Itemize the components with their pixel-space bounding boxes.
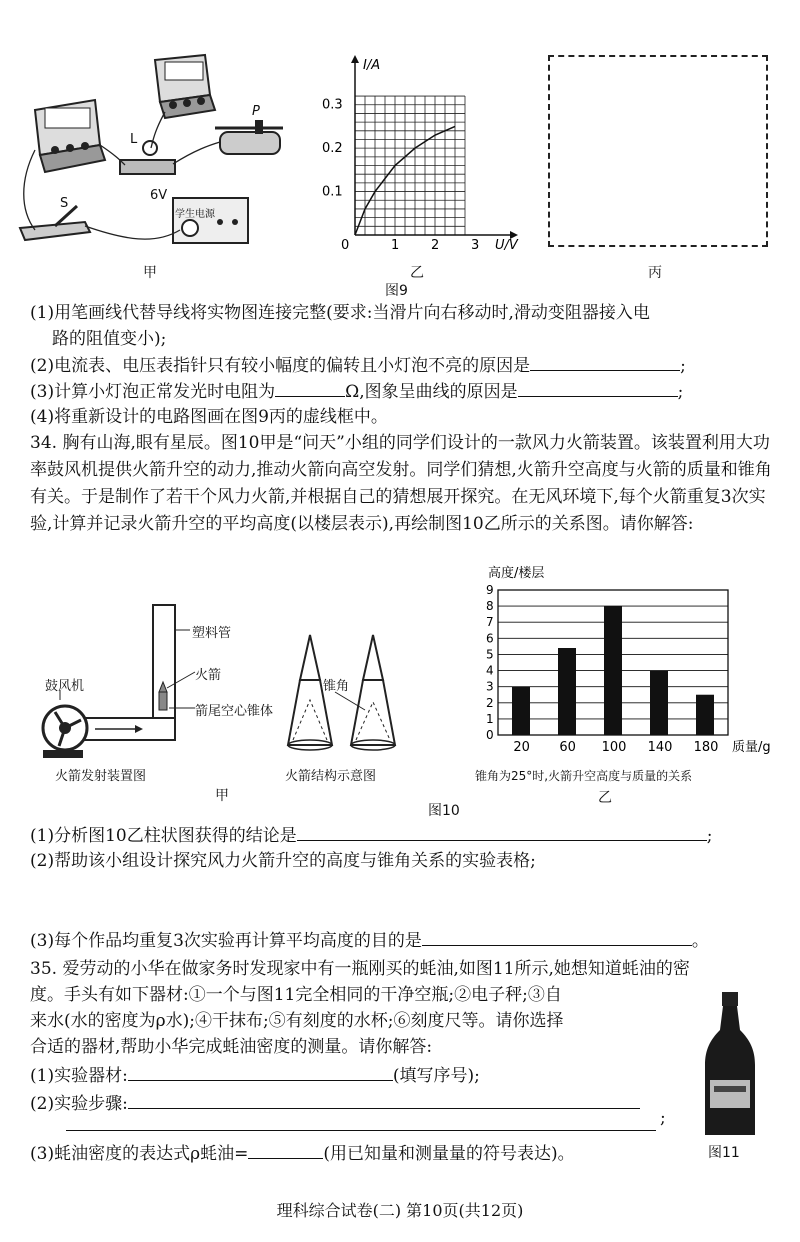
x-tick-label: 0	[341, 238, 350, 253]
fig10-yi-label: 乙	[598, 790, 612, 806]
iu-graph	[320, 55, 520, 255]
q35-part1: (1)实验器材: (填写序号);	[30, 1062, 480, 1089]
answer-blank[interactable]	[248, 1140, 323, 1159]
answer-blank[interactable]	[128, 1062, 393, 1081]
bar	[650, 671, 668, 735]
fig11-caption: 图11	[708, 1145, 740, 1161]
fig9-caption: 图9	[385, 283, 408, 299]
answer-blank[interactable]	[297, 822, 707, 841]
y-tick-label: 1	[486, 711, 494, 726]
circuit-apparatus-figure	[15, 50, 285, 260]
q34-part2: (2)帮助该小组设计探究风力火箭升空的高度与锥角关系的实验表格;	[30, 851, 536, 871]
oyster-sauce-bottle-image	[690, 990, 770, 1140]
q34-part3: (3)每个作品均重复3次实验再计算平均高度的目的是 。	[30, 927, 709, 954]
y-tick-label: 0.1	[322, 184, 343, 200]
q35-intro-line3: 来水(水的密度为ρ水);④干抹布;⑤有刻度的水杯;⑥刻度尺等。请你选择	[30, 1011, 564, 1031]
y-tick-label: 0	[486, 728, 494, 742]
y-tick-label: 4	[486, 663, 494, 678]
bar	[604, 606, 622, 735]
fig9-jia-label: 甲	[143, 265, 157, 281]
bar	[558, 648, 576, 735]
page-footer: 理科综合试卷(二) 第10页(共12页)	[276, 1201, 524, 1220]
y-axis-arrow	[351, 55, 359, 63]
rocket-structure-figure	[285, 630, 415, 760]
bar-chart-note: 锥角为25°时,火箭升空高度与质量的关系	[475, 769, 693, 783]
fig10-jia-label: 甲	[215, 788, 229, 804]
q33-part1-cont: 路的阻值变小);	[52, 329, 167, 349]
q33-part3: (3)计算小灯泡正常发光时电阻为 Ω,图象呈曲线的原因是 ;	[30, 378, 683, 405]
switch-label: S	[60, 196, 69, 211]
height-mass-bar-chart	[470, 565, 790, 765]
x-tick-label: 3	[471, 238, 480, 253]
q33-part4: (4)将重新设计的电路图画在图9丙的虚线框中。	[30, 407, 388, 427]
tube-label: 塑料管	[192, 626, 232, 641]
lamp-icon	[120, 141, 175, 174]
lamp-label: L	[130, 132, 138, 147]
y-axis-label: 高度/楼层	[488, 566, 545, 581]
q35-intro-line2: 度。手头有如下器材:①一个与图11完全相同的干净空瓶;②电子秤;③自	[30, 985, 562, 1005]
voltage-label: 6V	[150, 188, 168, 203]
q33-part2: (2)电流表、电压表指针只有较小幅度的偏转且小灯泡不亮的原因是 ;	[30, 352, 686, 379]
q35-part2: (2)实验步骤:	[30, 1090, 640, 1117]
fig9-bing-label: 丙	[648, 265, 662, 281]
q34-part1: (1)分析图10乙柱状图获得的结论是 ;	[30, 822, 712, 849]
answer-blank[interactable]	[128, 1090, 640, 1109]
answer-blank[interactable]	[518, 378, 678, 397]
rheostat-label: P	[252, 104, 260, 119]
y-tick-label: 7	[486, 615, 494, 630]
circuit-diagram-answer-box[interactable]	[548, 55, 768, 247]
blower-label: 鼓风机	[45, 679, 85, 694]
y-tick-label: 0.2	[322, 141, 343, 157]
y-tick-label: 3	[486, 679, 494, 694]
q35-intro-line1: 35. 爱劳动的小华在做家务时发现家中有一瓶刚买的蚝油,如图11所示,她想知道蚝油的密	[30, 959, 690, 979]
q34-intro: 34. 胸有山海,眼有星辰。图10甲是“问天”小组的同学们设计的一款风力火箭装置。该装置利用大功率鼓风机提供火箭升空的动力,推动火箭向高空发射。同学们猜想,火箭升空高度与火箭的质量和锥角有关。于是制作了若干个风力火箭,并根据自己的猜想展开探究。在无风环境下,每个火箭重复3次实验,计算并记录火箭升空的平均高度(以楼层表示),再绘制图10乙所示的关系图。请你解答:	[30, 433, 772, 534]
fig10-caption: 图10	[428, 803, 460, 819]
answer-blank[interactable]	[275, 378, 345, 397]
rocket-label: 火箭	[195, 668, 222, 683]
fig9-yi-label: 乙	[410, 265, 424, 281]
x-tick-label: 1	[391, 238, 400, 253]
answer-blank[interactable]	[422, 927, 692, 946]
q35-intro-line4: 合适的器材,帮助小华完成蚝油密度的测量。请你解答:	[30, 1037, 433, 1057]
rocket-right-icon	[351, 635, 395, 750]
cone-label: 箭尾空心锥体	[195, 704, 274, 719]
y-tick-label: 0.3	[322, 97, 343, 113]
bar	[512, 687, 530, 735]
y-tick-label: 2	[486, 695, 494, 710]
voltmeter-icon	[155, 55, 215, 118]
x-tick-label: 2	[431, 238, 440, 253]
y-tick-label: 8	[486, 599, 494, 614]
y-axis-label: I/A	[363, 58, 381, 73]
answer-blank[interactable]	[530, 352, 680, 371]
rocket-structure-caption: 火箭结构示意图	[285, 769, 377, 784]
y-tick-label: 6	[486, 631, 494, 646]
y-tick-label: 9	[486, 583, 494, 597]
q35-part3: (3)蚝油密度的表达式ρ蚝油= (用已知量和测量量的符号表达)。	[30, 1140, 575, 1167]
x-axis-label: 质量/g	[732, 740, 771, 755]
x-tick-label: 20	[513, 740, 530, 755]
cone-angle-label: 锥角	[323, 679, 350, 694]
x-tick-label: 140	[647, 740, 673, 755]
launch-device-caption: 火箭发射装置图	[55, 769, 147, 784]
q33-part1: (1)用笔画线代替导线将实物图连接完整(要求:当滑片向右移动时,滑动变阻器接入电	[30, 303, 650, 323]
q35-part2-end: ;	[660, 1108, 666, 1128]
power-supply-label: 学生电源	[175, 209, 215, 220]
x-tick-label: 60	[559, 740, 576, 755]
y-tick-label: 5	[486, 647, 494, 662]
rheostat-icon	[215, 120, 283, 154]
x-tick-label: 180	[693, 740, 719, 755]
answer-blank-line[interactable]	[66, 1114, 656, 1131]
ammeter-icon	[35, 100, 105, 172]
x-tick-label: 100	[601, 740, 627, 755]
bar	[696, 695, 714, 735]
x-axis-label: U/V	[495, 238, 518, 253]
